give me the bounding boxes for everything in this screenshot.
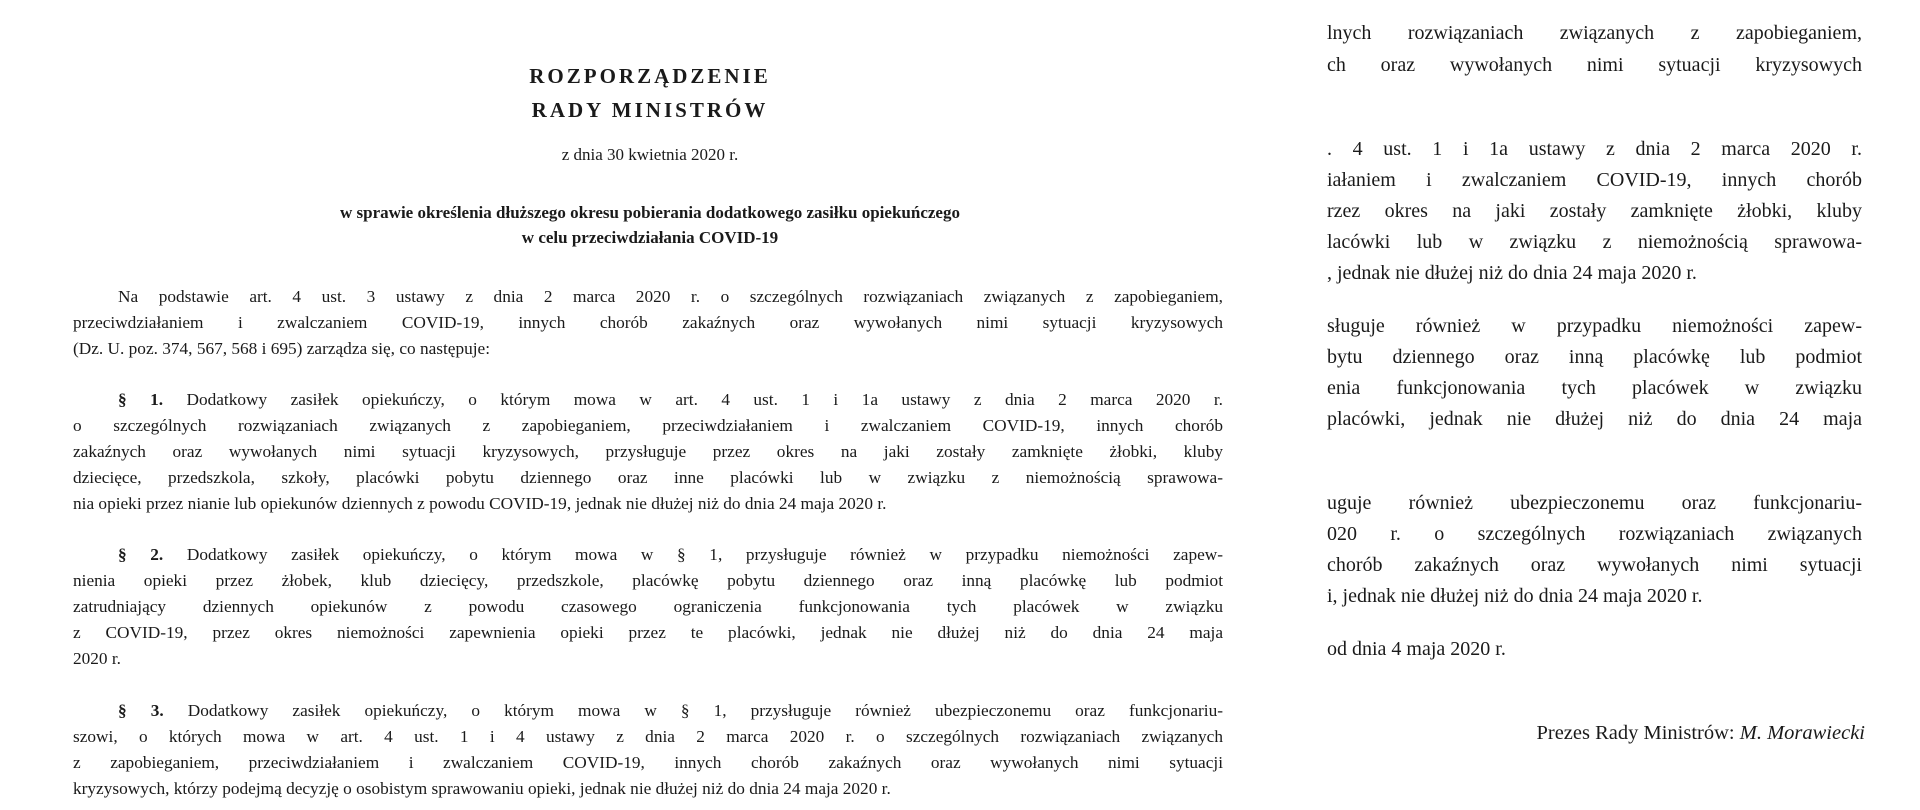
section-3-mark: § 3. (118, 701, 164, 720)
right-text-line: enia funkcjonowania tych placówek w związku (1327, 377, 1862, 399)
right-text-line: . 4 ust. 1 i 1a ustawy z dnia 2 marca 2020 r. (1327, 138, 1862, 160)
right-text-line: iałaniem i zwalczaniem COVID-19, innych chorób (1327, 169, 1862, 191)
right-text-line: , jednak nie dłużej niż do dnia 24 maja 2020 r. (1327, 262, 1697, 284)
document-title: ROZPORZĄDZENIE (529, 64, 771, 88)
right-text-line: uguje również ubezpieczonemu oraz funkcjonariu- (1327, 492, 1862, 514)
section-line: Dodatkowy zasiłek opiekuńczy, o którym mowa w § 1, przysługuje również ubezpieczonemu oraz funkcjonariu- (187, 701, 1223, 720)
preamble-line: Na podstawie art. 4 ust. 3 ustawy z dnia 2 marca 2020 r. o szczególnych rozwiązaniach związanych z zapobieganiem, (118, 287, 1223, 306)
right-text-line: i, jednak nie dłużej niż do dnia 24 maja 2020 r. (1327, 585, 1703, 607)
right-text-line: ch oraz wywołanych nimi sytuacji kryzysowych (1327, 54, 1862, 76)
section-3-paragraph (73, 698, 1223, 802)
preamble-line: przeciwdziałaniem i zwalczaniem COVID-19, innych chorób zakaźnych oraz wywołanych nimi sytuacji kryzysowych (73, 313, 1223, 332)
right-text-line: lacówki lub w związku z niemożnością sprawowa- (1327, 231, 1862, 253)
section-line: Dodatkowy zasiłek opiekuńczy, o którym mowa w art. 4 ust. 1 i 1a ustawy z dnia 2 marca 2020 r. (186, 390, 1223, 409)
preamble-line: (Dz. U. poz. 374, 567, 568 i 695) zarządza się, co następuje: (73, 339, 491, 358)
section-line: zatrudniający dziennych opiekunów z powodu czasowego ograniczenia funkcjonowania tych placówek w związku (73, 597, 1223, 616)
section-1-paragraph (73, 387, 1223, 517)
right-text-line: 020 r. o szczególnych rozwiązaniach związanych (1327, 523, 1862, 545)
preamble-paragraph (73, 284, 1223, 362)
section-line: nienia opieki przez żłobek, klub dziecięcy, przedszkole, placówkę pobytu dziennego oraz inną placówkę lub podmiot (73, 571, 1223, 590)
right-text-line: lnych rozwiązaniach związanych z zapobieganiem, (1327, 22, 1862, 44)
section-line: szowi, o których mowa w art. 4 ust. 1 i 4 ustawy z dnia 2 marca 2020 r. o szczególnych rozwiązaniach związanych (73, 727, 1223, 746)
section-2-first-line (73, 542, 1223, 568)
right-text-line: placówki, jednak nie dłużej niż do dnia 24 maja (1327, 408, 1862, 430)
right-text-line: rzez okres na jaki zostały zamknięte żłobki, kluby (1327, 200, 1862, 222)
section-line: dziecięce, przedszkola, szkoły, placówki pobytu dziennego oraz inne placówki lub w związku z niemożnością sprawowa- (73, 468, 1223, 487)
section-2-paragraph (73, 542, 1223, 672)
section-line: Dodatkowy zasiłek opiekuńczy, o którym mowa w § 1, przysługuje również w przypadku niemożności zapew- (186, 545, 1223, 564)
section-line: nia opieki przez nianie lub opiekunów dziennych z powodu COVID-19, jednak nie dłużej niż do dnia 24 maja 2020 r. (73, 494, 887, 513)
signature-name: M. Morawiecki (1739, 722, 1865, 744)
document-date: z dnia 30 kwietnia 2020 r. (561, 145, 739, 164)
section-line: 2020 r. (73, 649, 122, 668)
signature-label: Prezes Rady Ministrów: (1536, 722, 1735, 744)
section-line: z zapobieganiem, przeciwdziałaniem i zwalczaniem COVID-19, innych chorób zakaźnych oraz wywołanych nimi sytuacji (73, 753, 1223, 772)
section-line: kryzysowych, którzy podejmą decyzję o osobistym sprawowaniu opieki, jednak nie dłużej niż do dnia 24 maja 2020 r. (73, 779, 891, 798)
section-line: zakaźnych oraz wywołanych nimi sytuacji kryzysowych, przysługuje przez okres na jaki zostały zamknięte żłobki, kluby (73, 442, 1223, 461)
section-3-first-line (73, 698, 1223, 724)
effective-date-line: od dnia 4 maja 2020 r. (1327, 638, 1506, 660)
document-subject-line-1: w sprawie określenia dłuższego okresu pobierania dodatkowego zasiłku opiekuńczego (340, 203, 960, 222)
right-text-line: chorób zakaźnych oraz wywołanych nimi sytuacji (1327, 554, 1862, 576)
section-2-mark: § 2. (118, 545, 164, 564)
document-issuer: RADY MINISTRÓW (531, 98, 769, 122)
right-text-line: bytu dziennego oraz inną placówkę lub podmiot (1327, 346, 1862, 368)
section-line: o szczególnych rozwiązaniach związanych z zapobieganiem, przeciwdziałaniem i zwalczaniem COVID-19, innych chorób (73, 416, 1223, 435)
right-text-line: sługuje również w przypadku niemożności zapew- (1327, 315, 1862, 337)
section-line: z COVID-19, przez okres niemożności zapewnienia opieki przez te placówki, jednak nie dłużej niż do dnia 24 maja (73, 623, 1223, 642)
signature (1536, 722, 1865, 745)
section-1-first-line (73, 387, 1223, 413)
document-subject-line-2: w celu przeciwdziałania COVID-19 (521, 228, 779, 247)
section-1-mark: § 1. (118, 390, 164, 409)
document-page-right (1327, 0, 1920, 810)
